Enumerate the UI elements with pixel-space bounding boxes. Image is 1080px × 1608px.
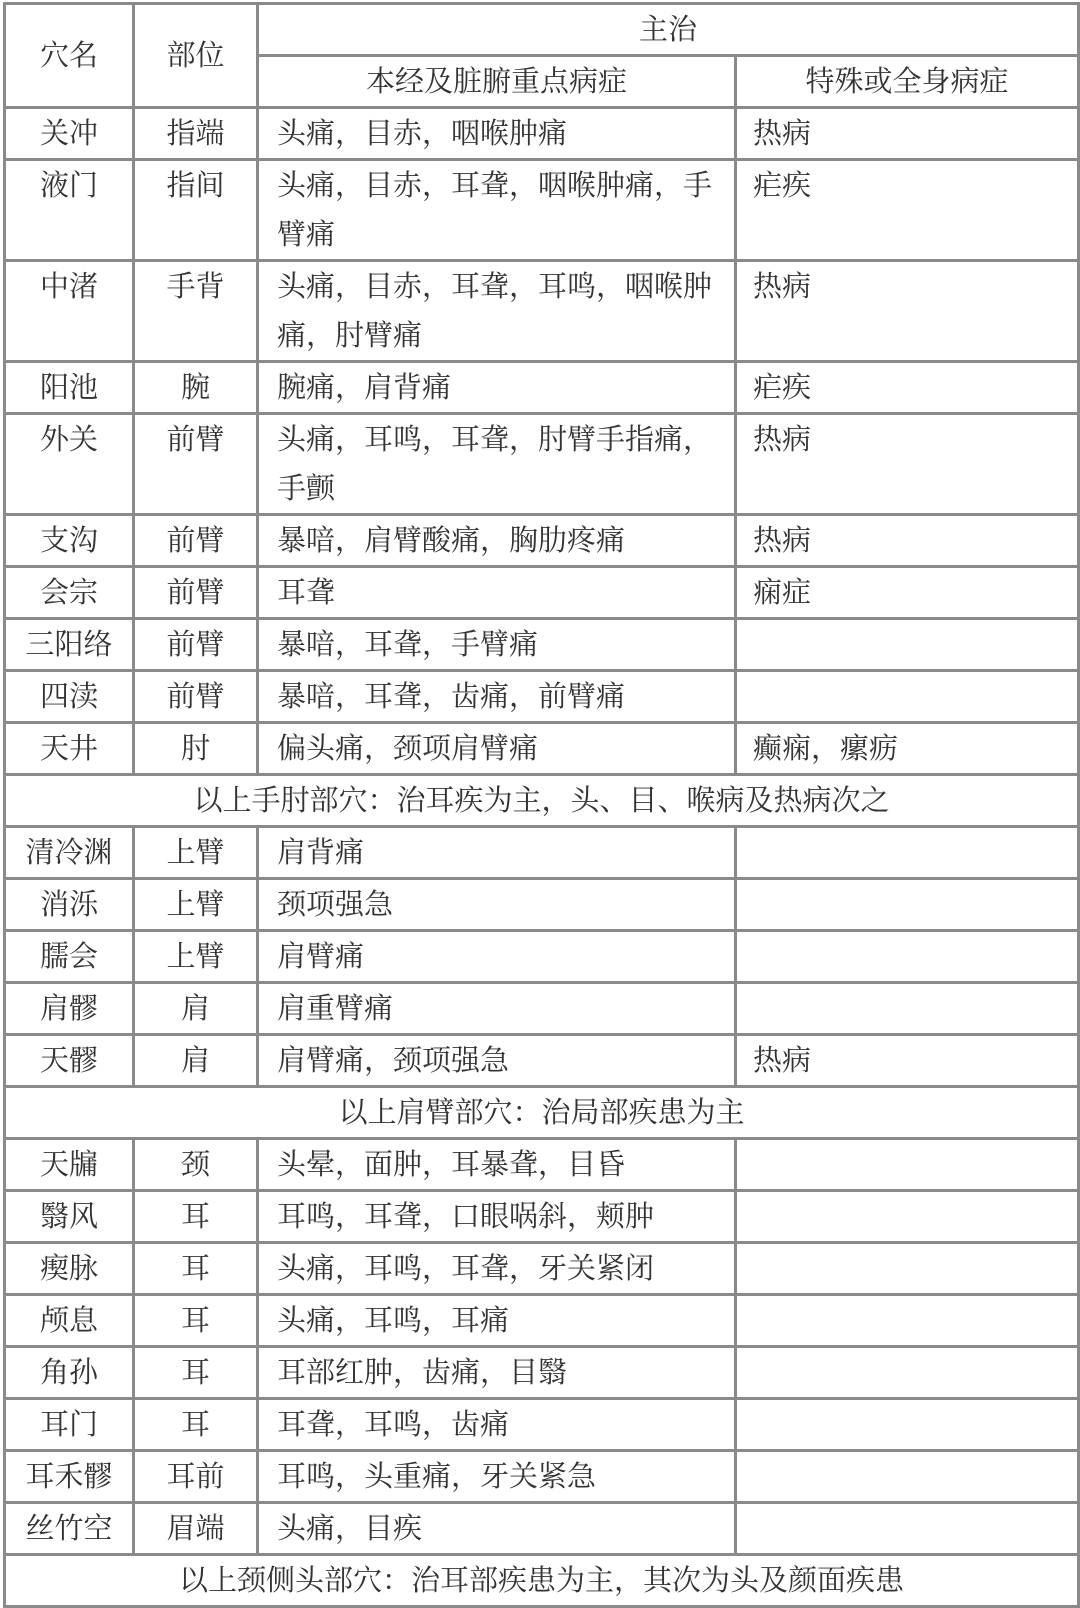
special-indication-cell: [736, 827, 1079, 879]
table-row: [5, 931, 1079, 983]
location-cell: 耳前: [134, 1451, 258, 1503]
point-name-cell: 角孙: [5, 1347, 134, 1399]
special-indication-cell: 痫症: [736, 567, 1079, 619]
special-indication-cell: [736, 1295, 1079, 1347]
header-location: 部位: [134, 4, 258, 108]
main-indication-cell: 偏头痛，颈项肩臂痛: [258, 723, 736, 775]
main-indication-cell: 头晕，面肿，耳暴聋，目昏: [258, 1139, 736, 1191]
main-indication-cell: 暴喑，耳聋，齿痛，前臂痛: [258, 671, 736, 723]
point-name-cell: 臑会: [5, 931, 134, 983]
special-indication-cell: [736, 1451, 1079, 1503]
main-indication-cell: 头痛，目赤，耳聋，耳鸣，咽喉肿痛，肘臂痛: [258, 261, 736, 362]
table-row: [5, 1191, 1079, 1243]
location-cell: 耳: [134, 1295, 258, 1347]
location-cell: 前臂: [134, 671, 258, 723]
location-cell: 肩: [134, 1035, 258, 1087]
main-indication-cell: 颈项强急: [258, 879, 736, 931]
main-indication-cell: 肩重臂痛: [258, 983, 736, 1035]
table-row: [5, 1295, 1079, 1347]
point-name-cell: 耳禾髎: [5, 1451, 134, 1503]
table-row: [5, 1243, 1079, 1295]
location-cell: 上臂: [134, 879, 258, 931]
point-name-cell: 耳门: [5, 1399, 134, 1451]
point-name-cell: 颅息: [5, 1295, 134, 1347]
location-cell: 手背: [134, 261, 258, 362]
special-indication-cell: [736, 1243, 1079, 1295]
main-indication-cell: 耳鸣，耳聋，口眼㖞斜，颊肿: [258, 1191, 736, 1243]
acupoint-table-page: [0, 2, 1080, 1597]
location-cell: 肘: [134, 723, 258, 775]
table-row: [5, 160, 1079, 261]
point-name-cell: 会宗: [5, 567, 134, 619]
special-indication-cell: 疟疾: [736, 160, 1079, 261]
table-body: [5, 108, 1079, 1607]
location-cell: 前臂: [134, 619, 258, 671]
point-name-cell: 瘈脉: [5, 1243, 134, 1295]
group-summary: 以上肩臂部穴：治局部疾患为主: [5, 1087, 1079, 1139]
table-row: [5, 723, 1079, 775]
header-main-indications: 本经及脏腑重点病症: [258, 56, 736, 108]
main-indication-cell: 暴喑，肩臂酸痛，胸肋疼痛: [258, 515, 736, 567]
table-header: [5, 4, 1079, 108]
group-summary-row: [5, 775, 1079, 827]
point-name-cell: 支沟: [5, 515, 134, 567]
location-cell: 指端: [134, 108, 258, 160]
table-row: [5, 827, 1079, 879]
group-summary: 以上手肘部穴：治耳疾为主，头、目、喉病及热病次之: [5, 775, 1079, 827]
point-name-cell: 翳风: [5, 1191, 134, 1243]
group-summary-row: [5, 1087, 1079, 1139]
acupoint-table: [3, 2, 1080, 1608]
special-indication-cell: 疟疾: [736, 362, 1079, 414]
special-indication-cell: [736, 1503, 1079, 1555]
special-indication-cell: 热病: [736, 261, 1079, 362]
main-indication-cell: 头痛，耳鸣，耳痛: [258, 1295, 736, 1347]
special-indication-cell: [736, 1399, 1079, 1451]
special-indication-cell: [736, 1191, 1079, 1243]
point-name-cell: 四渎: [5, 671, 134, 723]
table-row: [5, 261, 1079, 362]
location-cell: 指间: [134, 160, 258, 261]
location-cell: 眉端: [134, 1503, 258, 1555]
table-row: [5, 1139, 1079, 1191]
point-name-cell: 天髎: [5, 1035, 134, 1087]
table-row: [5, 1451, 1079, 1503]
main-indication-cell: 头痛，耳鸣，耳聋，牙关紧闭: [258, 1243, 736, 1295]
special-indication-cell: [736, 619, 1079, 671]
main-indication-cell: 头痛，目疾: [258, 1503, 736, 1555]
table-row: [5, 362, 1079, 414]
location-cell: 耳: [134, 1347, 258, 1399]
special-indication-cell: [736, 1139, 1079, 1191]
table-row: [5, 567, 1079, 619]
table-row: [5, 108, 1079, 160]
main-indication-cell: 耳部红肿，齿痛，目翳: [258, 1347, 736, 1399]
point-name-cell: 阳池: [5, 362, 134, 414]
point-name-cell: 肩髎: [5, 983, 134, 1035]
location-cell: 耳: [134, 1243, 258, 1295]
table-row: [5, 619, 1079, 671]
special-indication-cell: 热病: [736, 108, 1079, 160]
location-cell: 颈: [134, 1139, 258, 1191]
special-indication-cell: [736, 671, 1079, 723]
table-row: [5, 515, 1079, 567]
table-row: [5, 1399, 1079, 1451]
table-row: [5, 879, 1079, 931]
special-indication-cell: [736, 1347, 1079, 1399]
special-indication-cell: 热病: [736, 515, 1079, 567]
special-indication-cell: 热病: [736, 414, 1079, 515]
header-point-name: 穴名: [5, 4, 134, 108]
special-indication-cell: [736, 983, 1079, 1035]
location-cell: 腕: [134, 362, 258, 414]
point-name-cell: 中渚: [5, 261, 134, 362]
point-name-cell: 丝竹空: [5, 1503, 134, 1555]
main-indication-cell: 肩臂痛，颈项强急: [258, 1035, 736, 1087]
point-name-cell: 天井: [5, 723, 134, 775]
main-indication-cell: 耳聋: [258, 567, 736, 619]
main-indication-cell: 头痛，目赤，耳聋，咽喉肿痛，手臂痛: [258, 160, 736, 261]
point-name-cell: 三阳络: [5, 619, 134, 671]
main-indication-cell: 肩背痛: [258, 827, 736, 879]
location-cell: 耳: [134, 1191, 258, 1243]
point-name-cell: 外关: [5, 414, 134, 515]
point-name-cell: 消泺: [5, 879, 134, 931]
location-cell: 上臂: [134, 931, 258, 983]
main-indication-cell: 耳鸣，头重痛，牙关紧急: [258, 1451, 736, 1503]
header-indications: 主治: [258, 4, 1079, 56]
special-indication-cell: [736, 931, 1079, 983]
special-indication-cell: 癫痫，瘰疬: [736, 723, 1079, 775]
location-cell: 上臂: [134, 827, 258, 879]
location-cell: 前臂: [134, 515, 258, 567]
point-name-cell: 液门: [5, 160, 134, 261]
group-summary: 以上颈侧头部穴：治耳部疾患为主，其次为头及颜面疾患: [5, 1555, 1079, 1607]
table-row: [5, 1347, 1079, 1399]
main-indication-cell: 头痛，目赤，咽喉肿痛: [258, 108, 736, 160]
table-row: [5, 1503, 1079, 1555]
location-cell: 前臂: [134, 414, 258, 515]
table-row: [5, 1035, 1079, 1087]
main-indication-cell: 头痛，耳鸣，耳聋，肘臂手指痛，手颤: [258, 414, 736, 515]
header-special-indications: 特殊或全身病症: [736, 56, 1079, 108]
table-row: [5, 671, 1079, 723]
point-name-cell: 关冲: [5, 108, 134, 160]
location-cell: 肩: [134, 983, 258, 1035]
special-indication-cell: [736, 879, 1079, 931]
location-cell: 前臂: [134, 567, 258, 619]
special-indication-cell: 热病: [736, 1035, 1079, 1087]
location-cell: 耳: [134, 1399, 258, 1451]
point-name-cell: 清冷渊: [5, 827, 134, 879]
table-row: [5, 983, 1079, 1035]
group-summary-row: [5, 1555, 1079, 1607]
point-name-cell: 天牖: [5, 1139, 134, 1191]
main-indication-cell: 肩臂痛: [258, 931, 736, 983]
main-indication-cell: 腕痛，肩背痛: [258, 362, 736, 414]
table-row: [5, 414, 1079, 515]
main-indication-cell: 暴喑，耳聋，手臂痛: [258, 619, 736, 671]
main-indication-cell: 耳聋，耳鸣，齿痛: [258, 1399, 736, 1451]
